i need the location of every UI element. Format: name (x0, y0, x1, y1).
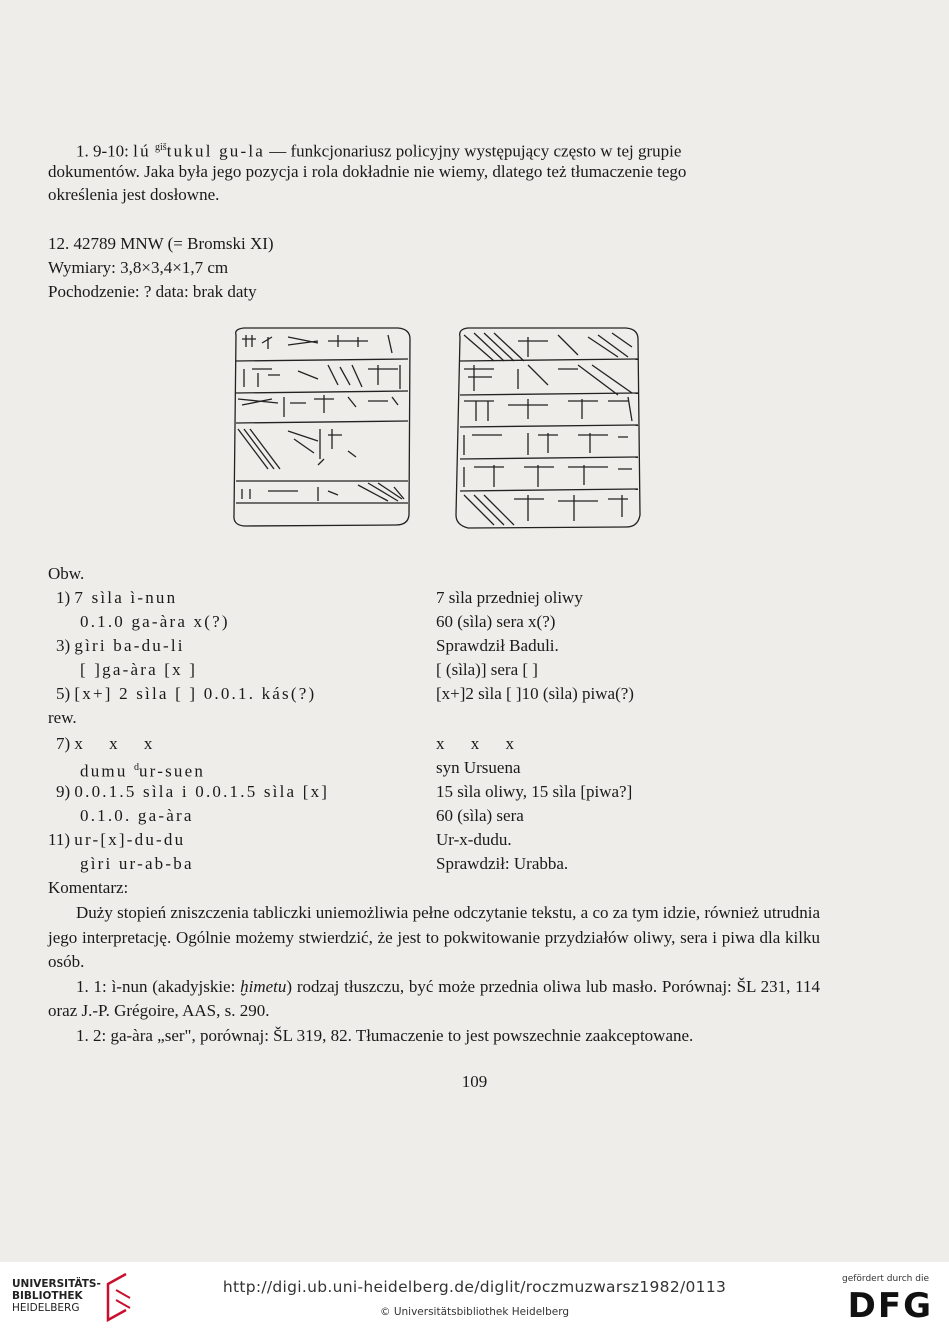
table-row: 0.1.0. ga-àra (80, 806, 194, 825)
note-line-1 (76, 138, 681, 162)
reverse-label: rew. (48, 708, 77, 727)
note-term: lú (133, 141, 151, 161)
tablet-reverse-drawing (456, 328, 640, 528)
permalink-url[interactable]: http://digi.ub.uni-heidelberg.de/diglit/roczmuzwarsz1982/0113 (222, 1278, 727, 1296)
table-row: 1) 7 sìla ì-nun (56, 588, 178, 607)
dfg-logo[interactable]: DFG (847, 1286, 933, 1326)
entry-number: 12. 42789 MNW (= Bromski XI) (48, 234, 274, 253)
entry-dimensions: Wymiary: 3,8×3,4×1,7 cm (48, 258, 229, 277)
page-number: 109 (461, 1072, 488, 1091)
entry-origin: Pochodzenie: ? data: brak daty (48, 282, 257, 301)
tablet-drawings (228, 325, 648, 537)
table-row: 5) [x+] 2 sìla [ ] 0.0.1. kás(?) (56, 684, 317, 703)
commentary-paragraph-3: 1. 2: ga-àra „ser", porównaj: ŠL 319, 82. Tłumaczenie to jest powszechnie zaakceptowane. (76, 1025, 694, 1045)
note-text1: — funkcjonariusz policyjny występujący często w tej grupie (269, 141, 682, 161)
library-logo[interactable]: UNIVERSITÄTS- BIBLIOTHEK HEIDELBERG (12, 1278, 101, 1314)
commentary-paragraph-1: Duży stopień zniszczenia tabliczki uniemożliwia pełne odczytanie tekstu, a co za tym idzie, również utrudnia jego interpretację. Ogólnie możemy stwierdzić, że jest to pokwitowanie przydziałów oliwy, sera i piwa dla kilku osób. (48, 903, 820, 971)
tablet-obverse-drawing (234, 328, 410, 526)
table-row: dumu $^d$ur-suen (80, 761, 206, 781)
table-row: 3) gìri ba-du-li (56, 636, 185, 655)
funded-by-text: gefördert durch die (842, 1274, 929, 1284)
translation-cell: syn Ursuena (436, 758, 521, 777)
translation-cell: 7 sìla przedniej oliwy (436, 588, 583, 607)
translation-cell: 15 sìla oliwy, 15 sìla [piwa?] (436, 782, 633, 801)
commentary-heading: Komentarz: (48, 878, 129, 897)
note-sup: giš (155, 142, 167, 153)
note-term2: tukul gu-la (166, 141, 266, 161)
table-row: gìri ur-ab-ba (80, 854, 194, 873)
table-row: 11) ur-[x]-du-du (48, 830, 186, 849)
translation-cell: Sprawdził Baduli. (436, 636, 559, 655)
translation-cell: Ur-x-dudu. (436, 830, 512, 849)
commentary-body (48, 901, 820, 1048)
footer-bar (0, 1262, 949, 1332)
table-row: 0.1.0 ga-àra x(?) (80, 612, 230, 631)
note-line-3: określenia jest dosłowne. (48, 185, 220, 204)
translation-cell: x x x (436, 734, 514, 753)
translation-cell: [x+]2 sìla [ ]10 (sìla) piwa(?) (436, 684, 634, 703)
obverse-label: Obw. (48, 564, 85, 583)
translation-cell: [ (sìla)] sera [ ] (436, 660, 538, 679)
translation-cell: 60 (sìla) sera (436, 806, 524, 825)
table-row: 9) 0.0.1.5 sìla i 0.0.1.5 sìla [x] (56, 782, 330, 801)
translation-cell: 60 (sìla) sera x(?) (436, 612, 556, 631)
table-row: [ ]ga-àra [x ] (80, 660, 198, 679)
translation-cell: Sprawdził: Urabba. (436, 854, 569, 873)
commentary-paragraph-2: 1. 1: ì-nun (akadyjskie: ḫimetu) rodzaj tłuszczu, być może przednia oliwa lub masło. Porównaj: ŠL 231, 114 oraz J.-P. Grégoire, AAS, s. 290. (48, 976, 820, 1020)
table-row: 7) x x x (56, 734, 153, 753)
note-line-2: dokumentów. Jaka była jego pozycja i rola dokładnie nie wiemy, dlatego też tłumaczenie tego (48, 162, 687, 181)
copyright-text: © Universitätsbibliothek Heidelberg (379, 1306, 569, 1318)
note-ref: 1. 9-10: (76, 141, 129, 161)
